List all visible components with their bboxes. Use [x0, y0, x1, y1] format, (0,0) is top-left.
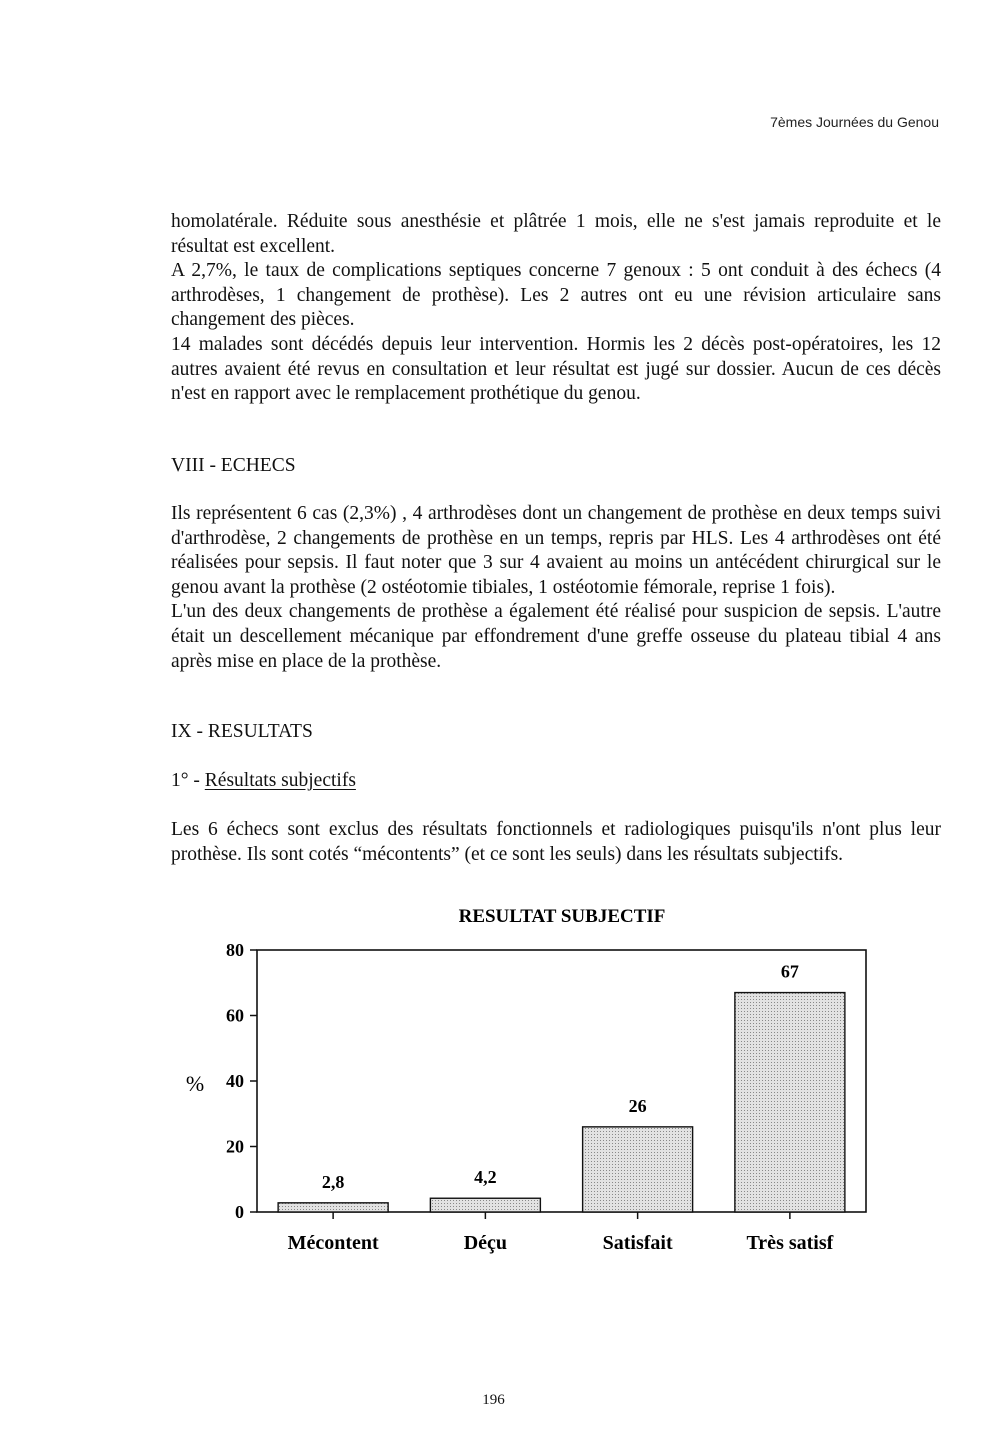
data-label: 26: [628, 1095, 647, 1116]
bar: [583, 1127, 693, 1212]
section-title-echecs: VIII - ECHECS: [171, 455, 296, 476]
y-axis-label: %: [185, 1071, 205, 1096]
chart-title: RESULTAT SUBJECTIF: [458, 906, 666, 927]
paragraph: Les 6 échecs sont exclus des résultats fonctionnels et radiologiques puisqu'ils n'ont plus leur prothèse. Ils sont cotés “mécontents” (et ce sont les seuls) dans les résultats subjectifs.: [171, 819, 941, 865]
y-tick-label: 20: [226, 1136, 244, 1157]
y-tick-label: 60: [226, 1005, 244, 1026]
data-label: 4,2: [474, 1167, 497, 1188]
paragraph: L'un des deux changements de prothèse a également été réalisé pour suspicion de sepsis. L'autre était un descellement mécanique par effondrement d'une greffe osseuse du plateau tibial 4 ans après mise en place de la prothèse.: [171, 601, 941, 672]
subsection-label: Résultats subjectifs: [204, 770, 356, 791]
paragraph: homolatérale. Réduite sous anesthésie et plâtrée 1 mois, elle ne s'est jamais reproduite et le résultat est excellent.: [171, 211, 941, 257]
x-tick-label: Très satisf: [746, 1232, 834, 1254]
y-tick-label: 80: [226, 940, 244, 960]
bar: [430, 1198, 540, 1212]
data-label: 67: [780, 961, 799, 982]
page-number: 196: [482, 1392, 505, 1408]
y-tick-label: 0: [235, 1202, 244, 1222]
bar: [735, 993, 845, 1212]
subsection-number: 1° -: [171, 770, 205, 791]
data-label: 2,8: [321, 1171, 345, 1192]
x-tick-label: Satisfait: [602, 1232, 673, 1254]
section-title-resultats: IX - RESULTATS: [171, 721, 313, 742]
paragraph: Ils représentent 6 cas (2,3%) , 4 arthrodèses dont un changement de prothèse en deux temps suivi d'arthrodèse, 2 changements de prothèse en un temps, repris par HLS. Les 4 arthrodèses ont été réalisées pour sepsis. Il faut noter que 3 sur 4 avaient au moins un antécédent chirurgical sur le genou avant la prothèse (2 ostéotomie tibiales, 1 ostéotomie fémorale, reprise 1 fois).: [171, 503, 941, 598]
bar: [278, 1203, 388, 1212]
running-header: 7èmes Journées du Genou: [770, 114, 939, 130]
paragraph: A 2,7%, le taux de complications septiques concerne 7 genoux : 5 ont conduit à des échecs (4 arthrodèses, 1 changement de prothèse). Les 2 autres ont eu une révision articulaire sans changement des pièces.: [171, 260, 941, 331]
x-tick-label: Déçu: [463, 1232, 508, 1254]
x-tick-label: Mécontent: [287, 1232, 379, 1254]
paragraph: 14 malades sont décédés depuis leur intervention. Hormis les 2 décès post-opératoires, les 12 autres avaient été revus en consultation et leur résultat est jugé sur dossier. Aucun de ces décès n'est en rapport avec le remplacement prothétique du genou.: [171, 333, 941, 405]
y-tick-label: 40: [226, 1071, 244, 1091]
